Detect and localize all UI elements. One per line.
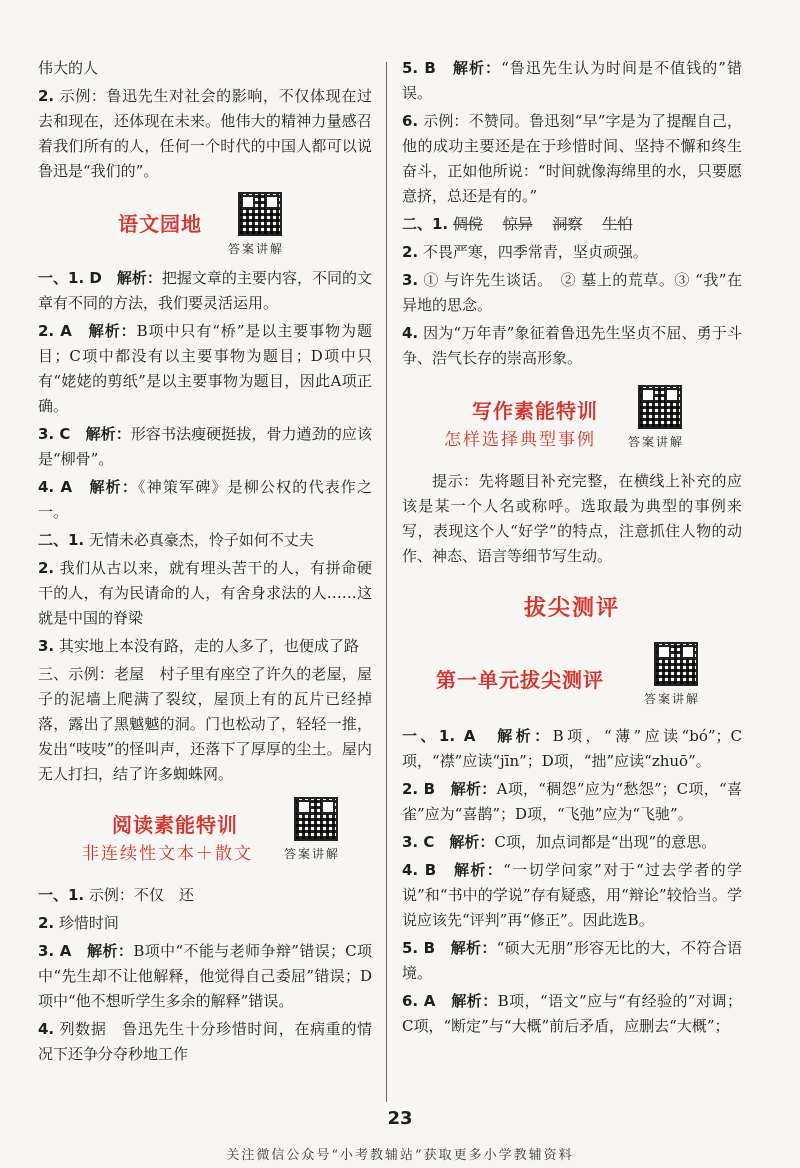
page-number: 23 <box>387 1108 413 1129</box>
section-writing <box>402 381 742 463</box>
section-title: 第一单元拔尖测评 <box>436 668 604 692</box>
answer-item: 4. 因为“万年青”象征着鲁迅先生坚贞不屈、勇于斗争、浩气长存的崇高形象。 <box>402 324 742 367</box>
word: 倜傥 <box>452 215 483 233</box>
right-column <box>402 56 742 1042</box>
answer-item: 2. 珍惜时间 <box>38 914 119 932</box>
qr-label: 答案讲解 <box>644 692 701 706</box>
answer-item: 2. B 解析：A项，“稠怨”应为“愁怨”；C项，“喜雀”应为“喜鹊”；D项，“飞弛”应为“飞驰”。 <box>402 780 742 823</box>
answer-item: 6. A 解析：B项，“语文”应与“有经验的”对调；C项，“断定”与“大概”前后矛盾，应删去“大概”； <box>402 992 742 1035</box>
qr-code-icon[interactable] <box>294 797 338 841</box>
section-subtitle: 怎样选择典型事例 <box>444 430 596 450</box>
answer-item: 3. C 解析：形容书法瘦硬挺拔，骨力遒劲的应该是“柳骨”。 <box>38 425 372 468</box>
word: 洞察 <box>552 215 583 233</box>
section-title: 语文园地 <box>118 212 202 236</box>
qr-label: 答案讲解 <box>228 242 285 256</box>
qr-code-icon[interactable] <box>238 192 282 236</box>
answer-item: 4. B 解析：“一切学问家”对于“过去学者的学说”和“书中的学说”存有疑惑，用“辩论”较恰当。学说应该先“评判”再“修正”。因此选B。 <box>402 861 742 929</box>
answer-item: 2. 我们从古以来，就有埋头苦干的人，有拼命硬干的人，有为民请命的人，有舍身求法的人……这就是中国的脊梁 <box>38 559 372 627</box>
word: 生怕 <box>602 215 633 233</box>
section-unit-test <box>402 642 742 718</box>
paragraph: 伟大的人 <box>38 59 99 77</box>
column-divider <box>386 62 387 1102</box>
answer-item: 6. 示例：不赞同。鲁迅刻“早”字是为了提醒自己，他的成功主要还是在于珍惜时间、坚持不懈和终生奋斗，正如他所说：“时间就像海绵里的水，只要愿意挤，总还是有的。” <box>402 112 742 205</box>
answer-item: 三、示例：老屋 村子里有座空了许久的老屋，屋子的泥墙上爬满了裂纹，屋顶上有的瓦片已经掉落，露出了黑魆魆的洞。门也松动了，轻轻一推，发出“吱吱”的怪叫声，还落下了厚厚的尘土。屋内无人打扫，结了许多蜘蛛网。 <box>38 665 372 783</box>
answer-item: 5. B 解析：“硕大无朋”形容无比的大，不符合语境。 <box>402 939 742 982</box>
answer-item: 3. C 解析：C项，加点词都是“出现”的意思。 <box>402 833 717 851</box>
section-reading <box>38 793 372 877</box>
section-subtitle: 非连续性文本＋散文 <box>82 844 253 864</box>
answer-item: 二、1. 倜傥 惊异 洞察 生怕 <box>402 215 633 233</box>
answer-item: 3. 其实地上本没有路，走的人多了，也便成了路 <box>38 637 359 655</box>
left-column <box>38 56 372 1070</box>
writing-hint: 提示：先将题目补充完整，在横线上补充的应该是某一个人名或称呼。选取最为典型的事例来写，表现这个人“好学”的特点，注意抓住人物的动作、神态、语言等细节写生动。 <box>402 472 742 565</box>
answer-item: 二、1. 无情未必真豪杰，怜子如何不丈夫 <box>38 531 314 549</box>
answer-item: 3. A 解析：B项中“不能与老师争辩”错误；C项中“先生却不让他解释，他觉得自己委屈”错误；D项中“他不想听学生多余的解释”错误。 <box>38 942 372 1010</box>
section-title: 阅读素能特训 <box>112 813 238 837</box>
answer-item: 2. 不畏严寒，四季常青，坚贞顽强。 <box>402 243 648 261</box>
answer-item: 一、1. D 解析：把握文章的主要内容，不同的文章有不同的方法，我们要灵活运用。 <box>38 269 372 312</box>
answer-item: 一、1. A 解析：B项，“薄”应读“bó”；C项，“襟”应读“jīn”；D项，“拙”应读“zhuō”。 <box>402 727 742 770</box>
answer-item: 5. B 解析：“鲁迅先生认为时间是不值钱的”错误。 <box>402 59 742 102</box>
footer-note: 关注微信公众号“小考教辅站”获取更多小学教辅资料 <box>226 1148 574 1163</box>
answer-item: 4. 列数据 鲁迅先生十分珍惜时间，在病重的情况下还争分夺秒地工作 <box>38 1020 372 1063</box>
qr-label: 答案讲解 <box>284 847 341 861</box>
qr-label: 答案讲解 <box>628 435 685 449</box>
section-title: 写作素能特训 <box>472 399 598 423</box>
answer-item: 一、1. 示例：不仅 还 <box>38 886 194 904</box>
qr-code-icon[interactable] <box>654 642 698 686</box>
answer-item: 4. A 解析：《神策军碑》是柳公权的代表作之一。 <box>38 478 372 521</box>
word: 惊异 <box>502 215 533 233</box>
qr-code-icon[interactable] <box>638 385 682 429</box>
paragraph: 2. 示例：鲁迅先生对社会的影响，不仅体现在过去和现在，还体现在未来。他伟大的精神力量感召着我们所有的人，任何一个时代的中国人都可以说鲁迅是“我们的”。 <box>38 87 372 180</box>
page-title: 拔尖测评 <box>523 596 620 621</box>
answer-item: 2. A 解析：B项中只有“桥”是以主要事物为题目；C项中都没有以主要事物为题目；D项中只有“姥姥的剪纸”是以主要事物为题目，因此A项正确。 <box>38 322 372 415</box>
answer-item: 3. ① 与许先生谈话。 ② 墓上的荒草。③ “我”在异地的思念。 <box>402 271 742 314</box>
section-yuwen-yuandi <box>38 190 372 260</box>
